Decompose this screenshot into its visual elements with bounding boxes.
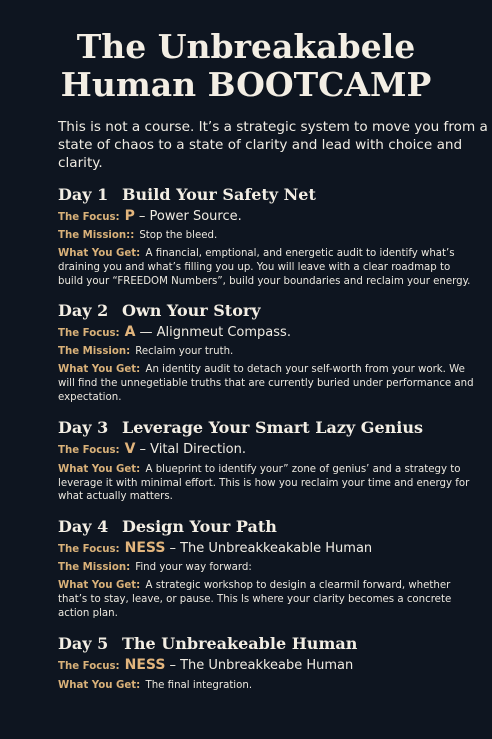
get-label: What You Get: bbox=[58, 463, 141, 475]
day-1-section bbox=[58, 185, 474, 288]
focus-text: – The Unbreakkeakable Human bbox=[169, 541, 373, 557]
mission-row bbox=[58, 230, 474, 241]
get-text: The final integration. bbox=[145, 679, 253, 691]
what-you-get bbox=[58, 579, 478, 620]
what-you-get bbox=[58, 679, 478, 693]
day-title: Design Your Path bbox=[122, 517, 277, 537]
focus-text: – The Unbreakkeabe Human bbox=[169, 657, 354, 673]
focus-letter: V bbox=[124, 440, 136, 457]
day-4-section bbox=[58, 517, 474, 620]
day-title: Build Your Safety Net bbox=[122, 185, 316, 204]
focus-label: The Focus: bbox=[58, 444, 120, 456]
day-1-heading bbox=[58, 185, 474, 205]
focus-row bbox=[58, 441, 474, 457]
focus-text: – Vital Direction. bbox=[139, 441, 247, 457]
day-3-heading bbox=[58, 418, 474, 438]
get-text: A blueprint to identify your” zone of genius’ and a strategy to leverage it with minimal effort. This is how you reclaim your time and energy for what actually matters. bbox=[58, 463, 470, 503]
focus-row bbox=[58, 324, 474, 340]
day-title: The Unbreakeable Human bbox=[122, 633, 358, 653]
get-label: What You Get: bbox=[58, 248, 141, 259]
day-5-heading bbox=[58, 634, 474, 654]
what-you-get bbox=[58, 247, 478, 288]
day-5-section bbox=[58, 634, 474, 693]
day-3-section bbox=[58, 418, 474, 504]
focus-label: The Focus: bbox=[58, 544, 120, 556]
get-text: A strategic workshop to desigin a clearmil forward, whether that’s to stay, leave, or pause. This ls where your clarity becomes a concrete action plan. bbox=[58, 580, 452, 619]
day-number: Day 3 bbox=[58, 417, 109, 437]
day-number: Day 5 bbox=[58, 633, 109, 653]
page-title bbox=[18, 28, 474, 104]
day-number: Day 1 bbox=[58, 185, 109, 204]
focus-letter: P bbox=[124, 208, 135, 224]
get-text: An identity audit to detach your self-worth from your work. We will find the unnegetiable truths that are currently buried under performance and expectation. bbox=[58, 364, 474, 403]
get-label: What You Get: bbox=[58, 580, 141, 592]
day-4-heading bbox=[58, 517, 474, 537]
focus-label: The Focus: bbox=[58, 328, 120, 340]
mission-row bbox=[58, 562, 474, 573]
what-you-get bbox=[58, 463, 478, 504]
get-label: What You Get: bbox=[58, 364, 141, 376]
focus-letter: NESS bbox=[124, 656, 166, 673]
mission-label: The Mission: bbox=[58, 562, 131, 574]
mission-label: The Mission:: bbox=[58, 230, 135, 241]
day-number: Day 4 bbox=[58, 517, 109, 537]
mission-row bbox=[58, 346, 474, 357]
title-line-2: Human BOOTCAMP bbox=[60, 65, 432, 104]
day-number: Day 2 bbox=[58, 301, 109, 321]
focus-row bbox=[58, 208, 474, 224]
day-2-heading bbox=[58, 301, 474, 321]
focus-label: The Focus: bbox=[58, 212, 120, 223]
intro-paragraph: This is not a course. It’s a strategic system to move you from a state of chaos to a state of clarity and lead with choice and clarity. bbox=[58, 119, 488, 171]
focus-letter: A bbox=[124, 324, 136, 341]
mission-text: Find your way forward: bbox=[135, 562, 252, 574]
focus-letter: NESS bbox=[124, 540, 166, 557]
mission-text: Reclaim your truth. bbox=[135, 346, 234, 358]
what-you-get bbox=[58, 363, 478, 404]
mission-label: The Mission: bbox=[58, 346, 131, 358]
focus-row bbox=[58, 657, 474, 673]
focus-row bbox=[58, 540, 474, 556]
mission-text: Stop the bleed. bbox=[139, 230, 218, 241]
focus-label: The Focus: bbox=[58, 660, 120, 672]
focus-text: — Alignmeut Compass. bbox=[139, 325, 291, 341]
focus-text: – Power Source. bbox=[138, 209, 242, 224]
day-title: Leverage Your Smart Lazy Genius bbox=[122, 417, 423, 437]
title-line-1: The Unbreakabele bbox=[76, 27, 416, 66]
get-label: What You Get: bbox=[58, 679, 141, 691]
day-title: Own Your Story bbox=[122, 301, 261, 321]
get-text: A financial, emptional, and energetic audit to identify what’s draining you and what’s filling you up. You will leave with a clear roadmap to build your “FREEDOM Numbers”, build your boundaries and reclaim your energy. bbox=[58, 248, 471, 287]
day-2-section bbox=[58, 301, 474, 404]
